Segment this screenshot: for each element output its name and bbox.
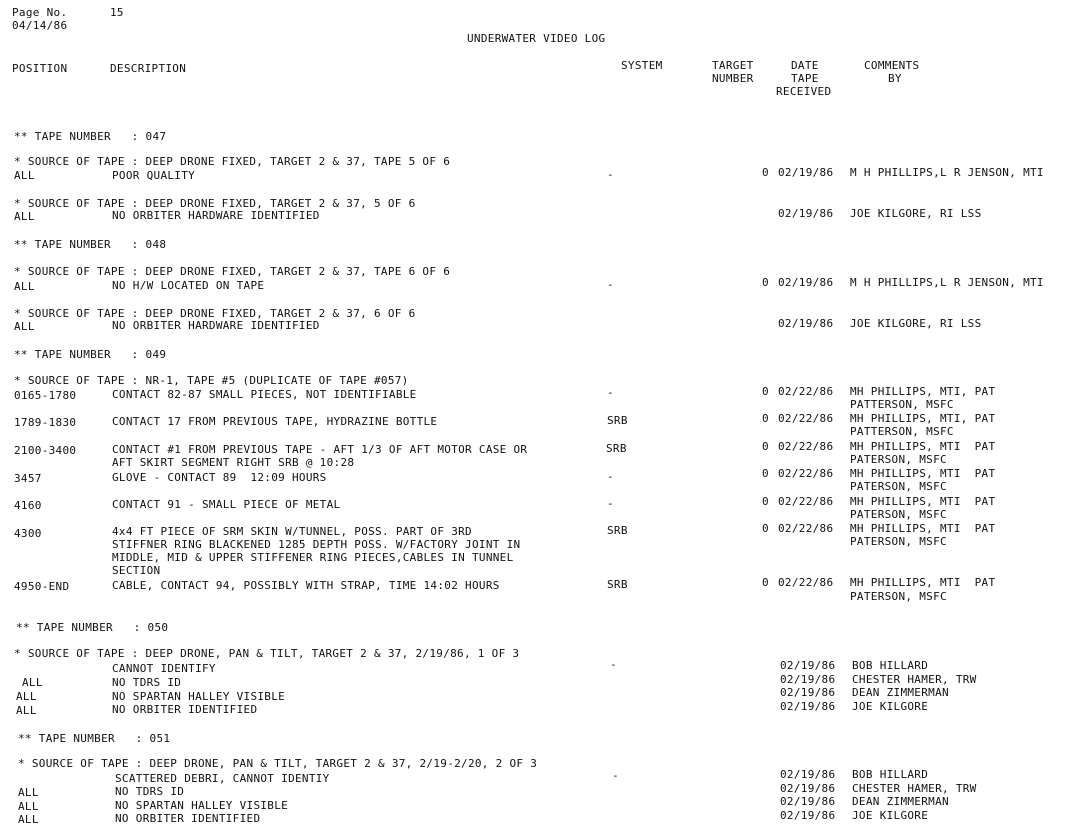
row-date: 02/19/86 xyxy=(780,795,836,808)
row-system: - xyxy=(610,658,617,671)
page-title: UNDERWATER VIDEO LOG xyxy=(467,32,606,45)
row-system: SRB xyxy=(607,578,628,591)
row-description: NO TDRS ID xyxy=(115,785,185,798)
tape-number-049: ** TAPE NUMBER : 049 xyxy=(14,348,167,361)
row-date: 02/22/86 xyxy=(778,522,834,535)
row-date: 02/19/86 xyxy=(780,768,836,781)
row-date: 02/19/86 xyxy=(780,782,836,795)
row-target: 0 xyxy=(762,522,769,535)
row-comments-by-cont: PATERSON, MSFC xyxy=(850,535,947,548)
tape-source: * SOURCE OF TAPE : DEEP DRONE, PAN & TILT, TARGET 2 & 37, 2/19/86, 1 OF 3 xyxy=(14,647,520,660)
row-target: 0 xyxy=(762,495,769,508)
row-date: 02/19/86 xyxy=(780,673,836,686)
row-system: - xyxy=(612,769,619,782)
row-position: 0165-1780 xyxy=(14,389,77,402)
row-description: NO SPARTAN HALLEY VISIBLE xyxy=(112,690,286,703)
row-description: CABLE, CONTACT 94, POSSIBLY WITH STRAP, TIME 14:02 HOURS xyxy=(112,579,500,592)
row-description: NO SPARTAN HALLEY VISIBLE xyxy=(115,799,289,812)
row-comments-by: CHESTER HAMER, TRW xyxy=(852,782,977,795)
row-description: NO ORBITER HARDWARE IDENTIFIED xyxy=(112,319,320,332)
tape-number-051: ** TAPE NUMBER : 051 xyxy=(18,732,171,745)
row-date: 02/19/86 xyxy=(780,809,836,822)
row-comments-by: MH PHILLIPS, MTI PAT xyxy=(850,440,996,453)
row-target: 0 xyxy=(762,440,769,453)
tape-source: * SOURCE OF TAPE : DEEP DRONE FIXED, TARGET 2 & 37, 6 OF 6 xyxy=(14,307,416,320)
row-position: ALL xyxy=(18,813,39,826)
row-description: GLOVE - CONTACT 89 12:09 HOURS xyxy=(112,471,327,484)
row-position: 2100-3400 xyxy=(14,444,77,457)
row-date: 02/22/86 xyxy=(778,495,834,508)
row-position: 3457 xyxy=(14,472,42,485)
row-target: 0 xyxy=(762,276,769,289)
tape-source: * SOURCE OF TAPE : DEEP DRONE, PAN & TILT, TARGET 2 & 37, 2/19-2/20, 2 OF 3 xyxy=(18,757,538,770)
row-date: 02/19/86 xyxy=(778,166,834,179)
tape-source: * SOURCE OF TAPE : DEEP DRONE FIXED, TARGET 2 & 37, TAPE 5 OF 6 xyxy=(14,155,451,168)
row-position: ALL xyxy=(16,704,37,717)
row-description: NO H/W LOCATED ON TAPE xyxy=(112,279,265,292)
row-comments-by-cont: PATTERSON, MSFC xyxy=(850,425,954,438)
row-comments-by: JOE KILGORE, RI LSS xyxy=(850,317,982,330)
row-comments-by-cont: PATTERSON, MSFC xyxy=(850,398,954,411)
row-comments-by: MH PHILLIPS, MTI, PAT xyxy=(850,412,996,425)
row-position: ALL xyxy=(14,169,35,182)
row-description-cont: MIDDLE, MID & UPPER STIFFENER RING PIECES,CABLES IN TUNNEL xyxy=(112,551,514,564)
row-comments-by: MH PHILLIPS, MTI PAT xyxy=(850,576,996,589)
row-position: 4950-END xyxy=(14,580,70,593)
row-date: 02/22/86 xyxy=(778,467,834,480)
row-date: 02/19/86 xyxy=(778,317,834,330)
row-description: NO TDRS ID xyxy=(112,676,182,689)
row-target: 0 xyxy=(762,412,769,425)
tape-source: * SOURCE OF TAPE : DEEP DRONE FIXED, TARGET 2 & 37, TAPE 6 OF 6 xyxy=(14,265,451,278)
row-description: CONTACT 91 - SMALL PIECE OF METAL xyxy=(112,498,341,511)
row-position: ALL xyxy=(14,280,35,293)
col-date-3: RECEIVED xyxy=(776,85,832,98)
row-system: SRB xyxy=(607,524,628,537)
row-position: ALL xyxy=(16,690,37,703)
row-comments-by: JOE KILGORE xyxy=(852,809,929,822)
row-system: SRB xyxy=(606,442,627,455)
row-position: ALL xyxy=(18,800,39,813)
row-date: 02/19/86 xyxy=(778,276,834,289)
row-date: 02/22/86 xyxy=(778,385,834,398)
row-date: 02/22/86 xyxy=(778,576,834,589)
row-description: CONTACT 17 FROM PREVIOUS TAPE, HYDRAZINE BOTTLE xyxy=(112,415,438,428)
row-system: - xyxy=(607,386,614,399)
row-comments-by: BOB HILLARD xyxy=(852,659,929,672)
row-comments-by: JOE KILGORE xyxy=(852,700,929,713)
row-date: 02/19/86 xyxy=(780,700,836,713)
row-comments-by: BOB HILLARD xyxy=(852,768,929,781)
row-target: 0 xyxy=(762,576,769,589)
col-system: SYSTEM xyxy=(621,59,663,72)
row-description-cont: SECTION xyxy=(112,564,161,577)
tape-number-050: ** TAPE NUMBER : 050 xyxy=(16,621,169,634)
row-position: 1789-1830 xyxy=(14,416,77,429)
row-comments-by-cont: PATERSON, MSFC xyxy=(850,480,947,493)
row-target: 0 xyxy=(762,467,769,480)
row-description: CONTACT 82-87 SMALL PIECES, NOT IDENTIFIABLE xyxy=(112,388,417,401)
row-comments-by: MH PHILLIPS, MTI, PAT xyxy=(850,385,996,398)
row-target: 0 xyxy=(762,166,769,179)
tape-number-047: ** TAPE NUMBER : 047 xyxy=(14,130,167,143)
row-description-cont: STIFFNER RING BLACKENED 1285 DEPTH POSS. W/FACTORY JOINT IN xyxy=(112,538,521,551)
row-comments-by: M H PHILLIPS,L R JENSON, MTI xyxy=(850,166,1044,179)
row-system: - xyxy=(607,278,614,291)
col-target-1: TARGET xyxy=(712,59,754,72)
row-comments-by: DEAN ZIMMERMAN xyxy=(852,795,949,808)
row-description: CANNOT IDENTIFY xyxy=(112,662,216,675)
row-position: 4300 xyxy=(14,527,42,540)
row-description: NO ORBITER IDENTIFIED xyxy=(115,812,261,825)
col-description: DESCRIPTION xyxy=(110,62,187,75)
row-description-cont: AFT SKIRT SEGMENT RIGHT SRB @ 10:28 xyxy=(112,456,355,469)
row-comments-by: M H PHILLIPS,L R JENSON, MTI xyxy=(850,276,1044,289)
row-description: POOR QUALITY xyxy=(112,169,196,182)
row-system: - xyxy=(607,168,614,181)
col-comments-1: COMMENTS xyxy=(864,59,920,72)
row-comments-by-cont: PATERSON, MSFC xyxy=(850,453,947,466)
row-comments-by: CHESTER HAMER, TRW xyxy=(852,673,977,686)
tape-source: * SOURCE OF TAPE : NR-1, TAPE #5 (DUPLICATE OF TAPE #057) xyxy=(14,374,409,387)
row-description: SCATTERED DEBRI, CANNOT IDENTIY xyxy=(115,772,330,785)
row-position: ALL xyxy=(22,676,43,689)
row-comments-by-cont: PATERSON, MSFC xyxy=(850,508,947,521)
row-position: 4160 xyxy=(14,499,42,512)
row-comments-by: MH PHILLIPS, MTI PAT xyxy=(850,522,996,535)
col-position: POSITION xyxy=(12,62,68,75)
report-date: 04/14/86 xyxy=(12,19,68,32)
row-comments-by: JOE KILGORE, RI LSS xyxy=(850,207,982,220)
row-position: ALL xyxy=(18,786,39,799)
col-comments-2: BY xyxy=(888,72,902,85)
row-date: 02/19/86 xyxy=(778,207,834,220)
row-date: 02/19/86 xyxy=(780,686,836,699)
row-comments-by: DEAN ZIMMERMAN xyxy=(852,686,949,699)
page-label: Page No. xyxy=(12,6,68,19)
tape-number-048: ** TAPE NUMBER : 048 xyxy=(14,238,167,251)
col-date-1: DATE xyxy=(791,59,819,72)
row-position: ALL xyxy=(14,320,35,333)
col-date-2: TAPE xyxy=(791,72,819,85)
row-system: - xyxy=(607,497,614,510)
row-description: NO ORBITER IDENTIFIED xyxy=(112,703,258,716)
row-comments-by: MH PHILLIPS, MTI PAT xyxy=(850,495,996,508)
row-target: 0 xyxy=(762,385,769,398)
tape-source: * SOURCE OF TAPE : DEEP DRONE FIXED, TARGET 2 & 37, 5 OF 6 xyxy=(14,197,416,210)
row-date: 02/19/86 xyxy=(780,659,836,672)
page-number: 15 xyxy=(110,6,124,19)
row-date: 02/22/86 xyxy=(778,440,834,453)
row-system: - xyxy=(607,470,614,483)
row-description: CONTACT #1 FROM PREVIOUS TAPE - AFT 1/3 OF AFT MOTOR CASE OR xyxy=(112,443,528,456)
col-target-2: NUMBER xyxy=(712,72,754,85)
row-date: 02/22/86 xyxy=(778,412,834,425)
row-system: SRB xyxy=(607,414,628,427)
row-description: NO ORBITER HARDWARE IDENTIFIED xyxy=(112,209,320,222)
row-comments-by-cont: PATERSON, MSFC xyxy=(850,590,947,603)
row-description: 4x4 FT PIECE OF SRM SKIN W/TUNNEL, POSS. PART OF 3RD xyxy=(112,525,472,538)
row-position: ALL xyxy=(14,210,35,223)
row-comments-by: MH PHILLIPS, MTI PAT xyxy=(850,467,996,480)
